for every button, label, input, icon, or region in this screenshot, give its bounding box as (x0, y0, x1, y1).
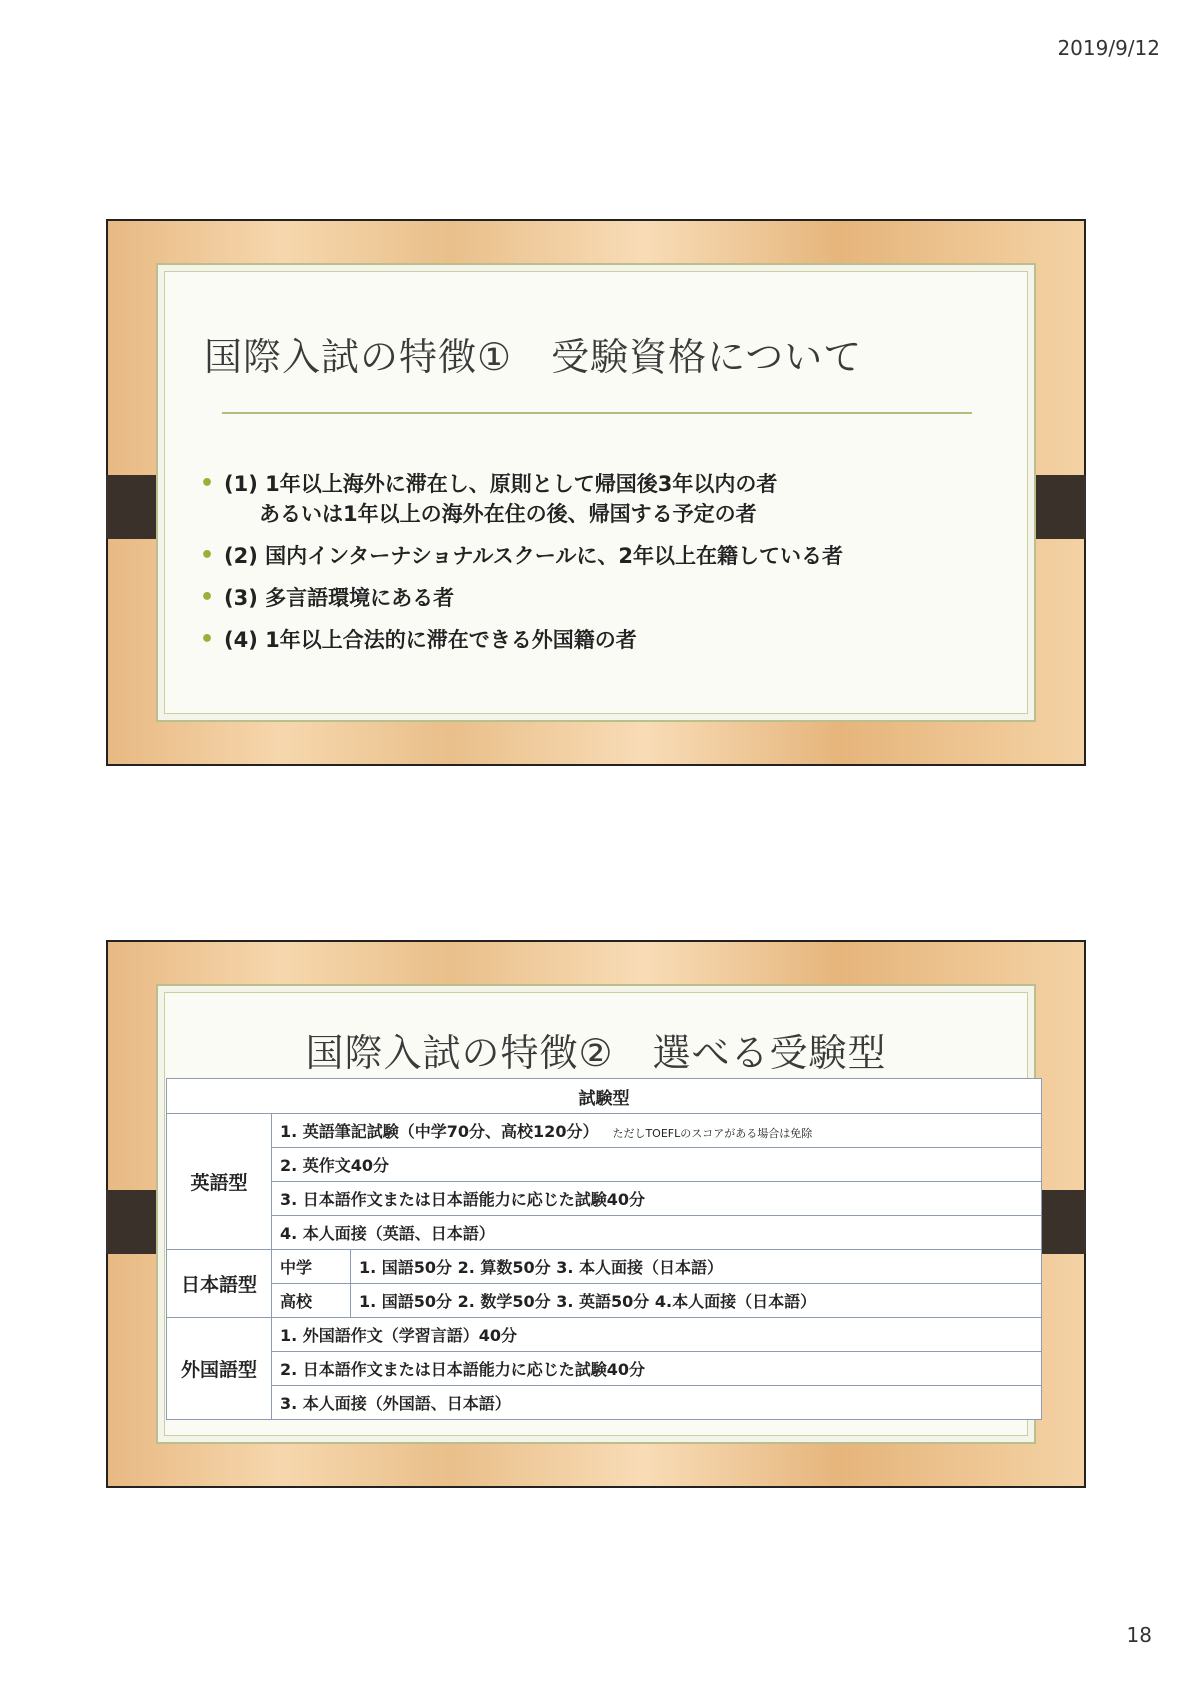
exam-item: 1. 国語50分 2. 算数50分 3. 本人面接（日本語） (351, 1250, 1042, 1284)
school-level: 高校 (272, 1284, 351, 1318)
qualification-item (196, 469, 1044, 529)
exam-item: 4. 本人面接（英語、日本語） (272, 1216, 1042, 1250)
exam-type-english: 英語型 (167, 1114, 272, 1250)
exam-item: 1. 国語50分 2. 数学50分 3. 英語50分 4.本人面接（日本語） (351, 1284, 1042, 1318)
exam-item: 1. 英語筆記試験（中学70分、高校120分） (280, 1122, 599, 1141)
qualification-text: (2) 国内インターナショナルスクールに、2年以上在籍している者 (224, 544, 843, 568)
table-row (167, 1114, 1042, 1148)
table-row (167, 1284, 1042, 1318)
page-number: 18 (1126, 1623, 1152, 1647)
qualification-text: (4) 1年以上合法的に滞在できる外国籍の者 (224, 628, 637, 652)
table-row (167, 1352, 1042, 1386)
slide-title: 国際入試の特徴① 受験資格について (204, 335, 863, 379)
page-date: 2019/9/12 (1057, 36, 1160, 60)
bullet-icon: • (200, 471, 215, 496)
qualification-item (196, 583, 1044, 613)
table-header: 試験型 (167, 1079, 1042, 1114)
table-row (167, 1318, 1042, 1352)
table-row (167, 1182, 1042, 1216)
bullet-icon: • (200, 543, 215, 568)
exam-type-japanese: 日本語型 (167, 1250, 272, 1318)
bullet-icon: • (200, 585, 215, 610)
slide-clip-left (106, 475, 162, 539)
qualification-text-continued: あるいは1年以上の海外在住の後、帰国する予定の者 (259, 502, 757, 526)
qualification-text: (1) 1年以上海外に滞在し、原則として帰国後3年以内の者 (224, 472, 778, 496)
exam-type-table (166, 1078, 1042, 1420)
table-row (167, 1250, 1042, 1284)
exam-type-foreign: 外国語型 (167, 1318, 272, 1420)
slide-exam-types (106, 940, 1086, 1488)
exam-item: 3. 日本語作文または日本語能力に応じた試験40分 (272, 1182, 1042, 1216)
slide-clip-left (106, 1190, 162, 1254)
qualification-item (196, 541, 1044, 571)
table-row (167, 1148, 1042, 1182)
table-cell (272, 1114, 1042, 1148)
table-row (167, 1216, 1042, 1250)
qualification-list (196, 469, 1044, 667)
school-level: 中学 (272, 1250, 351, 1284)
exam-note: ただしTOEFLのスコアがある場合は免除 (612, 1127, 813, 1140)
slide-title: 国際入試の特徴② 選べる受験型 (305, 1031, 887, 1075)
table-row (167, 1386, 1042, 1420)
table-header-row (167, 1079, 1042, 1114)
qualification-text: (3) 多言語環境にある者 (224, 586, 455, 610)
bullet-icon: • (200, 627, 215, 652)
exam-item: 3. 本人面接（外国語、日本語） (272, 1386, 1042, 1420)
exam-item: 2. 英作文40分 (272, 1148, 1042, 1182)
qualification-item (196, 625, 1044, 655)
exam-item: 2. 日本語作文または日本語能力に応じた試験40分 (272, 1352, 1042, 1386)
title-divider (222, 412, 972, 414)
exam-item: 1. 外国語作文（学習言語）40分 (272, 1318, 1042, 1352)
slide-qualifications (106, 219, 1086, 766)
